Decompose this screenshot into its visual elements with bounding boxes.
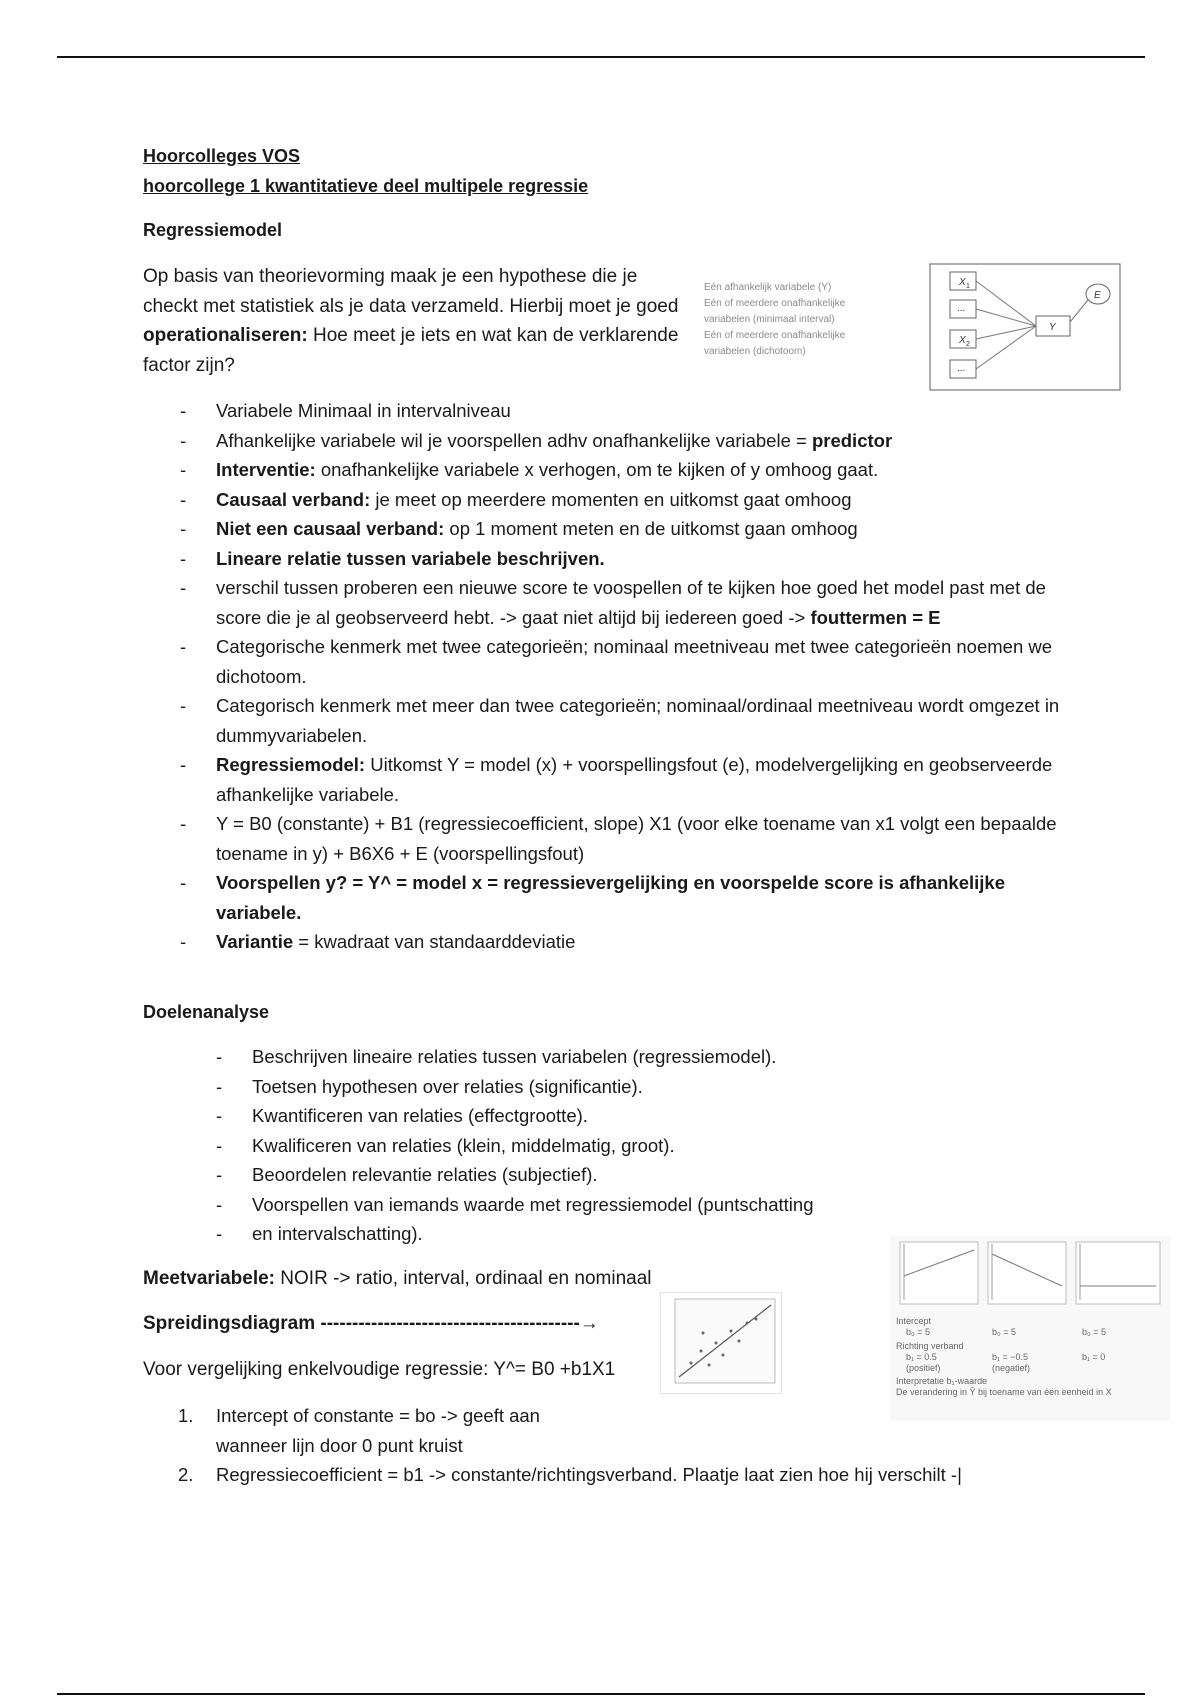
list-item: 1. Intercept of constante = bo -> geeft aan wanneer lijn door 0 punt kruist <box>178 1405 540 1456</box>
doelen-list <box>216 1042 912 1249</box>
regression-panels-text <box>896 1316 1166 1398</box>
intro-bold: operationaliseren: <box>143 325 308 346</box>
list-item: - Kwalificeren van relaties (klein, middelmatig, groot). <box>216 1134 675 1156</box>
regression-model-figure <box>696 262 1126 392</box>
box-x2-sub: 2 <box>966 341 970 348</box>
node-e-label: E <box>1094 290 1101 301</box>
intercept-value: b₀ = 5 <box>1082 1327 1107 1337</box>
regression-panels-figure <box>890 1236 1170 1421</box>
list-item: 2. Regressiecoefficient = b1 -> constante/richtingsverband. Plaatje laat zien hoe hij verschilt -| <box>178 1464 962 1485</box>
meetvariabele-text: NOIR -> ratio, interval, ordinaal en nominaal <box>275 1268 652 1289</box>
spreidingsdiagram-line <box>143 1309 599 1339</box>
richting-value: b₁ = −0.5 <box>992 1352 1029 1362</box>
legend-line: variabelen (minimaal interval) <box>704 314 835 325</box>
regression-panels-svg <box>890 1236 1170 1318</box>
box-dots-2-label: ... <box>957 363 966 374</box>
legend-line: Eén of meerdere onafhankelijke <box>704 330 846 341</box>
list-item: - Beschrijven lineaire relaties tussen variabelen (regressiemodel). <box>216 1046 777 1067</box>
list-item: - Interventie: onafhankelijke variabele x verhogen, om te kijken of y omhoog gaat. <box>180 459 879 480</box>
richting-label: Richting verband <box>896 1341 964 1351</box>
list-item: - Beoordelen relevantie relaties (subjectief). <box>216 1164 598 1185</box>
list-item: - Niet een causaal verband: op 1 moment meten en de uitkomst gaan omhoog <box>180 518 858 539</box>
list-item: - Lineare relatie tussen variabele beschrijven. <box>180 547 605 569</box>
bottom-rule <box>57 1693 1145 1695</box>
spreidingsdiagram-label: Spreidingsdiagram <box>143 1313 316 1334</box>
spreidingsdiagram-arrow: -----------------------------------------→ <box>315 1313 599 1334</box>
model-legend <box>704 280 884 360</box>
meetvariabele-line <box>143 1264 652 1294</box>
list-item: - Afhankelijke variabele wil je voorspellen adhv onafhankelijke variabele = predictor <box>180 429 893 451</box>
intro-text-end: Hoe meet je iets en wat kan de verklarende factor zijn? <box>143 325 679 376</box>
list-item: - Voorspellen y? = Y^ = model x = regressievergelijking en voorspelde score is afhankelijke variabele. <box>180 872 1006 923</box>
list-item: - Toetsen hypothesen over relaties (significantie). <box>216 1075 643 1097</box>
box-x2-label: X <box>959 335 966 346</box>
intercept-value: b₀ = 5 <box>992 1327 1017 1337</box>
intercept-value: b₀ = 5 <box>906 1327 931 1337</box>
vergelijking-line: Voor vergelijking enkelvoudige regressie: Y^= B0 +b1X1 <box>143 1359 616 1380</box>
list-item: - Y = B0 (constante) + B1 (regressiecoefficient, slope) X1 (voor elke toename van x1 volgt een bepaalde toename in y) + B6X6 + E (voorspellingsfout) <box>180 813 1057 864</box>
meetvariabele-label: Meetvariabele: <box>143 1268 276 1289</box>
node-y-label: Y <box>1049 322 1056 333</box>
list-item: - verschil tussen proberen een nieuwe score te voospellen of te kijken hoe goed het model past met de score die je al geobserveerd hebt. -> gaat niet altijd bij iedereen goed -> fouttermen = E <box>180 577 1046 628</box>
legend-line: variabelen (dichotoom) <box>704 346 806 357</box>
richting-note: (positief) <box>906 1363 941 1373</box>
list-item: - en intervalschatting). <box>216 1223 423 1244</box>
richting-note: (negatief) <box>992 1363 1031 1373</box>
list-item: - Variantie = kwadraat van standaarddeviatie <box>180 931 576 952</box>
intro-paragraph <box>143 262 683 380</box>
richting-value: b₁ = 0.5 <box>906 1352 937 1362</box>
doc-subtitle: hoorcollege 1 kwantitatieve deel multipele regressie <box>143 176 589 196</box>
scatter-plot-thumbnail <box>660 1292 782 1394</box>
legend-line: Eén afhankelijk variabele (Y) <box>704 282 832 293</box>
list-item: - Categorische kenmerk met twee categorieën; nominaal meetniveau met twee categorieën noemen we dichotoom. <box>180 636 1053 687</box>
model-diagram-svg <box>928 262 1124 392</box>
intercept-label: Intercept <box>896 1316 932 1326</box>
legend-line: Eén of meerdere onafhankelijke <box>704 298 846 309</box>
box-dots-1-label: ... <box>957 303 966 314</box>
section-heading-regressiemodel: Regressiemodel <box>143 220 283 240</box>
interpretatie-label: Interpretatie b₁-waarde <box>896 1376 988 1386</box>
section-heading-doelenanalyse: Doelenanalyse <box>143 1002 270 1022</box>
list-item: - Categorisch kenmerk met meer dan twee categorieën; nominaal/ordinaal meetniveau wordt omgezet in dummyvariabelen. <box>180 695 1060 746</box>
list-item: - Voorspellen van iemands waarde met regressiemodel (puntschatting <box>216 1193 814 1215</box>
box-x1-label: X <box>959 277 966 288</box>
box-x1-sub: 1 <box>966 283 970 290</box>
scatter-svg <box>661 1293 781 1393</box>
intro-text: Op basis van theorievorming maak je een hypothese die je checkt met statistiek als je data verzameld. Hierbij moet je goed <box>143 266 679 317</box>
list-item: - Kwantificeren van relaties (effectgrootte). <box>216 1105 588 1126</box>
list-item: - Variabele Minimaal in intervalniveau <box>180 400 511 421</box>
doc-title: Hoorcolleges VOS <box>143 146 301 166</box>
interpretatie-text: De verandering in Ŷ bij toename van één eenheid in X <box>896 1387 1112 1397</box>
richting-value: b₁ = 0 <box>1082 1352 1106 1362</box>
top-rule <box>57 56 1145 58</box>
regressiemodel-bullets <box>180 396 1076 957</box>
list-item: - Regressiemodel: Uitkomst Y = model (x) + voorspellingsfout (e), modelvergelijking en geobserveerde afhankelijke variabele. <box>180 754 1053 805</box>
list-item: - Causaal verband: je meet op meerdere momenten en uitkomst gaat omhoog <box>180 488 852 510</box>
